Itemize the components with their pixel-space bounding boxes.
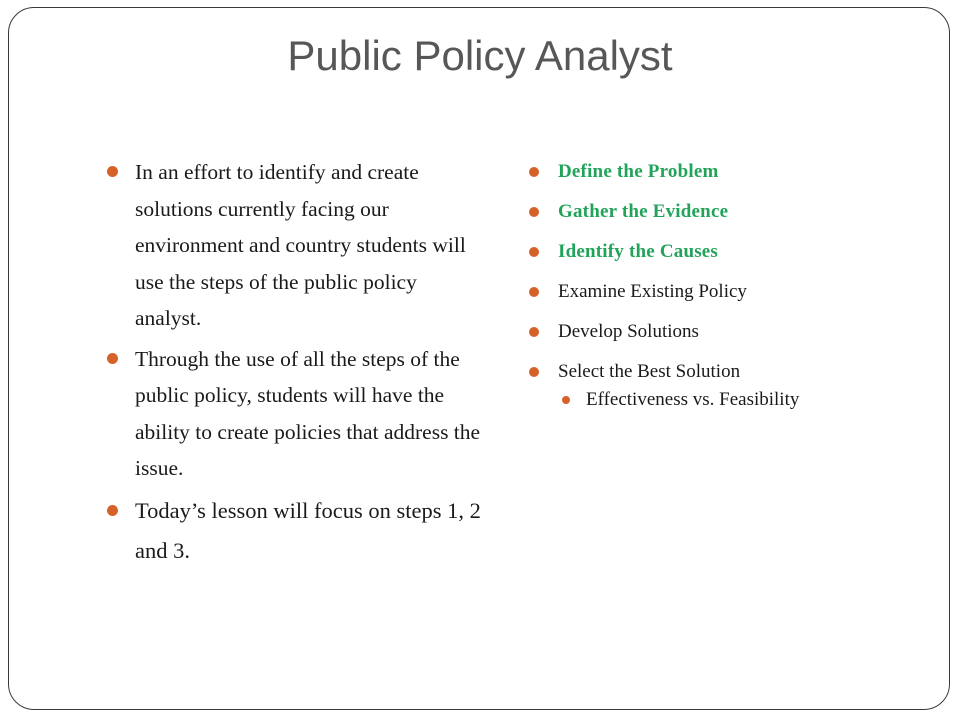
bullet-text: Through the use of all the steps of the public policy, students will have the ability to create policies that address the issue.	[135, 346, 481, 480]
list-item-step-1	[528, 156, 928, 188]
bullet-dot-icon	[529, 327, 539, 337]
list-item	[107, 491, 487, 571]
list-item-step-4	[528, 276, 928, 308]
bullet-text: Examine Existing Policy	[558, 281, 747, 302]
bullet-dot-icon	[529, 367, 539, 377]
bullet-text: Gather the Evidence	[558, 201, 729, 222]
bullet-dot-icon	[107, 353, 118, 364]
bullet-text: Select the Best Solution	[558, 361, 741, 382]
bullet-dot-icon	[107, 505, 118, 516]
right-bullet-list	[528, 156, 928, 424]
list-item-step-3	[528, 236, 928, 268]
bullet-dot-icon	[529, 287, 539, 297]
list-item-step-5	[528, 316, 928, 348]
bullet-text: Identify the Causes	[558, 241, 719, 262]
bullet-text: Develop Solutions	[558, 321, 699, 342]
bullet-text: Define the Problem	[558, 161, 719, 182]
list-item	[107, 341, 487, 487]
bullet-dot-icon	[529, 167, 539, 177]
bullet-dot-icon	[107, 166, 118, 177]
left-bullet-list	[107, 154, 487, 575]
bullet-text: In an effort to identify and create solutions currently facing our environment and country students will use the steps of the public policy analyst.	[135, 160, 466, 330]
bullet-text: Today’s lesson will focus on steps 1, 2 and 3.	[135, 497, 481, 563]
list-item	[107, 154, 487, 337]
bullet-dot-icon	[529, 207, 539, 217]
slide-title: Public Policy Analyst	[287, 32, 673, 79]
bullet-dot-icon	[529, 247, 539, 257]
sub-list-item	[528, 384, 928, 416]
sub-bullet-dot-icon	[562, 396, 570, 404]
list-item-step-2	[528, 196, 928, 228]
bullet-text: Effectiveness vs. Feasibility	[586, 389, 800, 410]
